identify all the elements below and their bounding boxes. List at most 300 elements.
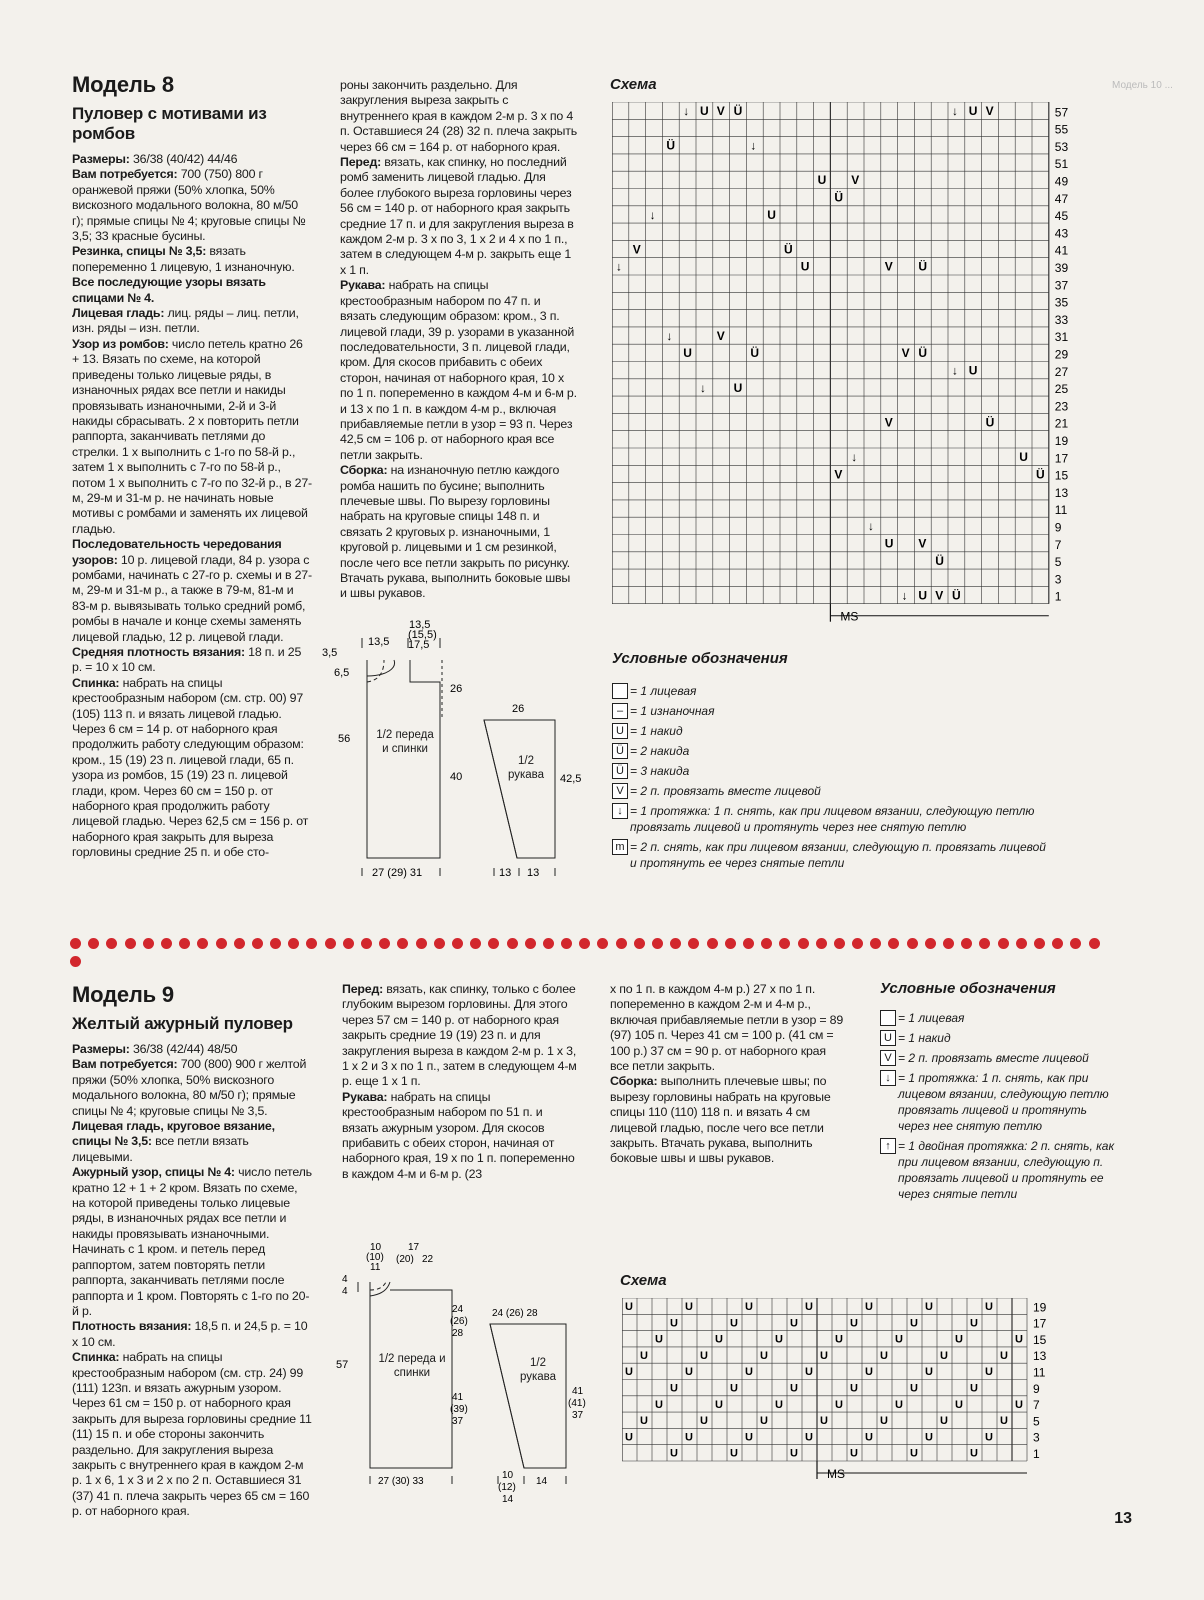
paragraph-heading: Резинка, спицы № 3,5: bbox=[72, 244, 207, 259]
separator-dot bbox=[979, 938, 990, 949]
stitch-symbol-icon: U bbox=[670, 1447, 678, 1460]
stitch-symbol-icon: U bbox=[970, 1382, 978, 1395]
m8-d4: 17,5 bbox=[408, 639, 430, 651]
stitch-symbol-icon: U bbox=[715, 1398, 723, 1411]
paragraph-heading: Размеры: bbox=[72, 1042, 130, 1056]
stitch-symbol-icon: ↓ bbox=[851, 450, 858, 464]
legend-item bbox=[880, 1070, 1118, 1134]
stitch-symbol-icon: V bbox=[851, 173, 860, 188]
separator-dot bbox=[707, 938, 718, 949]
separator-dot bbox=[688, 938, 699, 949]
stitch-symbol-icon: U bbox=[910, 1447, 918, 1460]
m9-n15: 37 bbox=[452, 1416, 464, 1427]
separator-dot bbox=[525, 938, 536, 949]
row-number: 25 bbox=[1054, 382, 1069, 397]
separator-dot bbox=[216, 938, 227, 949]
row-number: 9 bbox=[1033, 1381, 1040, 1396]
separator-dot bbox=[306, 938, 317, 949]
m9-n5: (20) bbox=[396, 1254, 414, 1265]
paragraph-text: набрать на спицы крестообразным набором по 47 п. и вязать следующим образом: кром., 3 п. лицевой глади, 39 р. узорами в указанной последовательности, 3 п. лицевой глади, кром. Для скосов прибавить с обеих сторон, начиная от наборного края, 10 х по 1 п. попеременно в каждом 4-м и 6-м р. и 13 х по 1 п. в каждом 4-м р., включая прибавляемые петли в узор = 93 п. Через 42,5 см = 106 р. от наборного края все петли закрыть. bbox=[340, 278, 577, 462]
m9-n19: 37 bbox=[572, 1410, 584, 1421]
paragraph-text: набрать на спицы крестообразным набором по 51 п. и вязать ажурным узором. Для скосов прибавить с обеих сторон, начиная от наборного края, 19 х по 1 п. попеременно в каждом 4-м и 6-м р. (23 bbox=[342, 1089, 575, 1181]
paragraph-heading: Последовательность чередования узоров: bbox=[72, 537, 282, 567]
row-number: 17 bbox=[1054, 451, 1069, 466]
stitch-symbol-icon: V bbox=[918, 536, 927, 551]
legend-item bbox=[612, 683, 1052, 699]
m9-n21: 10 bbox=[502, 1470, 514, 1481]
m9-n6: 22 bbox=[422, 1254, 434, 1265]
stitch-symbol-icon: U bbox=[835, 1333, 843, 1346]
stitch-symbol-icon: U bbox=[760, 1349, 768, 1362]
stitch-symbol-icon: ↓ bbox=[952, 104, 958, 118]
paragraph-heading: Перед: bbox=[342, 982, 384, 996]
paragraph bbox=[72, 676, 312, 861]
stitch-symbol-icon: U bbox=[733, 380, 743, 395]
stitch-symbol-icon: U bbox=[820, 1415, 828, 1428]
paragraph-text: вязать, как спинку, только с более глубоким вырезом горловины. Для этого через 57 см = 140 р. от наборного края закрыть средние 19 (19) 23 п. и для закругления выреза в каждом 2-м р. 1 х 3, 1 х 2 и 3 х по 1 п., затем в следующем 4-м р. еще 1 х 1 п. bbox=[342, 982, 577, 1089]
separator-dot bbox=[88, 938, 99, 949]
separator-dot bbox=[761, 938, 772, 949]
separator-dot bbox=[143, 938, 154, 949]
stitch-symbol-icon: U bbox=[1019, 450, 1028, 464]
m9-n8: 4 bbox=[342, 1286, 348, 1297]
m8-d5: 3,5 bbox=[322, 647, 338, 659]
stitch-symbol-icon: Ü bbox=[952, 588, 961, 603]
legend-symbol-icon: ↓ bbox=[612, 803, 628, 819]
separator-dot bbox=[725, 938, 736, 949]
stitch-symbol-icon: U bbox=[683, 346, 692, 361]
paragraph bbox=[72, 244, 312, 275]
row-number: 15 bbox=[1033, 1332, 1047, 1347]
separator-dot bbox=[816, 938, 827, 949]
m9-n23: 14 bbox=[502, 1494, 514, 1505]
stitch-symbol-icon: V bbox=[935, 588, 944, 603]
stitch-symbol-icon: U bbox=[968, 104, 978, 118]
separator-dot bbox=[452, 938, 463, 949]
paragraph-heading: Узор из ромбов: bbox=[72, 336, 169, 351]
ms-label: MS bbox=[827, 1467, 845, 1481]
paragraph bbox=[72, 1057, 312, 1119]
paragraph bbox=[342, 1090, 582, 1182]
separator-dot bbox=[288, 938, 299, 949]
legend-item bbox=[880, 1138, 1118, 1202]
stitch-symbol-icon: U bbox=[850, 1447, 858, 1460]
model8-legend bbox=[612, 683, 1052, 875]
separator-dot bbox=[888, 938, 899, 949]
legend-item bbox=[612, 723, 1052, 739]
stitch-symbol-icon: U bbox=[745, 1301, 753, 1313]
model8-col2 bbox=[340, 78, 578, 602]
m8-d14: 13 bbox=[527, 867, 540, 879]
stitch-symbol-icon: U bbox=[730, 1447, 738, 1460]
m8-d10: 26 bbox=[512, 703, 525, 715]
stitch-symbol-icon: U bbox=[790, 1317, 798, 1330]
separator-dot bbox=[652, 938, 663, 949]
legend-symbol-icon: Ü bbox=[612, 743, 628, 759]
legend-symbol-icon: U bbox=[612, 723, 628, 739]
model8-subtitle: Пуловер с мотивами из ромбов bbox=[72, 104, 267, 143]
stitch-symbol-icon: U bbox=[970, 1447, 978, 1460]
paragraph bbox=[72, 1119, 312, 1165]
stitch-symbol-icon: V bbox=[985, 104, 994, 118]
stitch-symbol-icon: ↓ bbox=[700, 380, 706, 395]
stitch-symbol-icon: Ü bbox=[918, 259, 928, 274]
separator-dot bbox=[470, 938, 481, 949]
stitch-symbol-icon: ↓ bbox=[750, 138, 757, 153]
row-number: 57 bbox=[1054, 105, 1069, 120]
model9-col2 bbox=[342, 982, 582, 1182]
stitch-symbol-icon: U bbox=[775, 1398, 783, 1411]
stitch-symbol-icon: U bbox=[625, 1301, 633, 1313]
separator-dot bbox=[179, 938, 190, 949]
row-number: 13 bbox=[1054, 485, 1069, 500]
separator-dot bbox=[507, 938, 518, 949]
m9-n18: (41) bbox=[568, 1398, 586, 1409]
paragraph bbox=[72, 537, 312, 645]
m8-d3: (15,5) bbox=[408, 629, 437, 641]
m9-n24: 14 bbox=[536, 1476, 548, 1487]
paragraph bbox=[72, 1319, 312, 1350]
separator-dot bbox=[852, 938, 863, 949]
separator-dot bbox=[125, 938, 136, 949]
separator-dot bbox=[434, 938, 445, 949]
row-number: 1 bbox=[1054, 589, 1062, 604]
separator-dot bbox=[270, 938, 281, 949]
separator-dot bbox=[106, 938, 117, 949]
paragraph-text: 36/38 (42/44) 48/50 bbox=[129, 1042, 238, 1056]
stitch-symbol-icon: U bbox=[865, 1301, 873, 1313]
paragraph bbox=[340, 155, 578, 278]
separator-dot bbox=[579, 938, 590, 949]
legend-text: = 1 протяжка: 1 п. снять, как при лицевом вязании, следующую петлю провязать лицевой и протянуть через нее снятую петлю bbox=[898, 1071, 1109, 1133]
stitch-symbol-icon: U bbox=[968, 363, 978, 378]
paragraph-heading: Вам потребуется: bbox=[72, 167, 178, 182]
stitch-symbol-icon: U bbox=[865, 1366, 873, 1379]
m9-n7: 4 bbox=[342, 1274, 348, 1285]
model9-title: Модель 9 bbox=[72, 982, 174, 1007]
stitch-symbol-icon: U bbox=[850, 1317, 858, 1330]
paragraph bbox=[340, 78, 578, 155]
paragraph-text: все петли вязать лицевыми. bbox=[72, 1134, 249, 1164]
stitch-symbol-icon: U bbox=[655, 1398, 663, 1411]
stitch-symbol-icon: Ü bbox=[834, 190, 844, 205]
model9-col3 bbox=[610, 982, 848, 1167]
separator-dot bbox=[161, 938, 172, 949]
separator-dot bbox=[925, 938, 936, 949]
row-number: 21 bbox=[1054, 416, 1069, 431]
model9-schema-title: Схема bbox=[620, 1272, 667, 1289]
paragraph bbox=[340, 463, 578, 602]
row-number: 29 bbox=[1054, 347, 1069, 362]
stitch-symbol-icon: U bbox=[925, 1431, 933, 1444]
legend-text: = 2 п. провязать вместе лицевой bbox=[630, 784, 821, 798]
legend-symbol-icon: V bbox=[880, 1050, 896, 1066]
stitch-symbol-icon: ↓ bbox=[616, 259, 622, 274]
separator-dot bbox=[1034, 938, 1045, 949]
stitch-symbol-icon: ↓ bbox=[868, 519, 874, 534]
row-number: 13 bbox=[1033, 1349, 1047, 1364]
stitch-symbol-icon: U bbox=[700, 1415, 708, 1428]
separator-dot bbox=[870, 938, 881, 949]
row-number: 31 bbox=[1054, 330, 1069, 345]
separator-dot bbox=[70, 956, 81, 967]
stitch-symbol-icon: Ü bbox=[784, 242, 793, 257]
legend-symbol-icon: ↑ bbox=[880, 1138, 896, 1154]
model9-garment-pattern bbox=[322, 1240, 602, 1515]
separator-dot bbox=[70, 938, 81, 949]
row-number: 35 bbox=[1054, 295, 1069, 310]
paragraph-text: вязать попеременно 1 лицевую, 1 изнаночную. bbox=[72, 244, 295, 274]
legend-item bbox=[612, 803, 1052, 835]
row-number: 7 bbox=[1054, 537, 1062, 552]
row-number: 47 bbox=[1054, 191, 1069, 206]
stitch-symbol-icon: U bbox=[790, 1447, 798, 1460]
separator-dot bbox=[907, 938, 918, 949]
paragraph-heading: Средняя плотность вязания: bbox=[72, 645, 245, 659]
legend-text: = 1 протяжка: 1 п. снять, как при лицевом вязании, следующую петлю провязать лицевой и протянуть через нее снятую петлю bbox=[630, 804, 1035, 834]
separator-dot bbox=[597, 938, 608, 949]
paragraph-heading: Спинка: bbox=[72, 1350, 120, 1365]
stitch-symbol-icon: U bbox=[745, 1366, 753, 1379]
row-number: 5 bbox=[1033, 1414, 1040, 1429]
stitch-symbol-icon: U bbox=[685, 1431, 693, 1444]
paragraph-heading: Размеры: bbox=[72, 152, 130, 166]
row-number: 17 bbox=[1033, 1316, 1047, 1331]
model9-subtitle: Желтый ажурный пуловер bbox=[72, 1014, 293, 1033]
row-number: 55 bbox=[1054, 122, 1069, 137]
section-separator bbox=[70, 936, 1120, 950]
row-number: 3 bbox=[1054, 572, 1062, 587]
m9-n20: 27 (30) 33 bbox=[378, 1476, 424, 1487]
stitch-symbol-icon: U bbox=[985, 1366, 993, 1379]
row-number: 23 bbox=[1054, 399, 1069, 414]
row-number: 7 bbox=[1033, 1398, 1040, 1413]
ms-label: MS bbox=[840, 609, 859, 624]
stitch-symbol-icon: V bbox=[716, 328, 725, 343]
legend-item bbox=[880, 1030, 1118, 1046]
paragraph-text: роны закончить раздельно. Для закругления выреза закрыть с внутреннего края в каждом 2-м р. 3 х по 4 п. Оставшиеся 24 (28) 32 п. плеча закрыть через 66 см = 164 р. от наборного края. bbox=[340, 78, 577, 154]
legend-text: = 1 изнаночная bbox=[630, 704, 715, 718]
separator-dot bbox=[397, 938, 408, 949]
stitch-symbol-icon: U bbox=[767, 207, 776, 222]
stitch-symbol-icon: Ü bbox=[918, 346, 928, 361]
paragraph-heading: Рукава: bbox=[340, 278, 386, 293]
model9-knitting-chart bbox=[622, 1298, 1082, 1504]
m9-n10: (26) bbox=[450, 1316, 468, 1327]
stitch-symbol-icon: U bbox=[730, 1317, 738, 1330]
stitch-symbol-icon: U bbox=[625, 1431, 633, 1444]
m8-body-label: 1/2 переда и спинки bbox=[376, 729, 434, 755]
paragraph-heading: Сборка: bbox=[610, 1074, 658, 1089]
separator-dot bbox=[798, 938, 809, 949]
paragraph bbox=[72, 167, 312, 244]
stitch-symbol-icon: Ü bbox=[750, 346, 760, 361]
separator-dot bbox=[998, 938, 1009, 949]
stitch-symbol-icon: U bbox=[1000, 1349, 1008, 1362]
stitch-symbol-icon: U bbox=[925, 1301, 933, 1313]
separator-dot bbox=[1089, 938, 1100, 949]
stitch-symbol-icon: ↓ bbox=[649, 207, 656, 222]
stitch-symbol-icon: U bbox=[880, 1349, 888, 1362]
stitch-symbol-icon: U bbox=[850, 1382, 858, 1395]
paragraph bbox=[72, 306, 312, 337]
paragraph-heading: Вам потребуется: bbox=[72, 1057, 178, 1072]
m9-sleeve-label: 1/2 рукава bbox=[519, 1357, 557, 1383]
row-number: 1 bbox=[1033, 1447, 1040, 1461]
stitch-symbol-icon: Ü bbox=[985, 415, 995, 430]
stitch-symbol-icon: U bbox=[805, 1301, 813, 1313]
legend-item bbox=[612, 783, 1052, 799]
model9-legend bbox=[880, 1010, 1118, 1206]
separator-dot bbox=[252, 938, 263, 949]
separator-dot bbox=[943, 938, 954, 949]
separator-dot bbox=[361, 938, 372, 949]
paragraph bbox=[72, 1350, 312, 1519]
stitch-symbol-icon: U bbox=[955, 1398, 963, 1411]
page-number: 13 bbox=[1114, 1510, 1132, 1527]
stitch-symbol-icon: U bbox=[685, 1301, 693, 1313]
m9-n4: 17 bbox=[408, 1242, 420, 1253]
paragraph-text: 700 (750) 800 г оранжевой пряжи (50% хлопка, 50% вискозного модального волокна, 80 м/50 г); прямые спицы № 4; круговые спицы № 3,5; 33 красные бусины. bbox=[72, 167, 306, 244]
paragraph-heading: Сборка: bbox=[340, 463, 388, 478]
stitch-symbol-icon: U bbox=[640, 1415, 648, 1428]
stitch-symbol-icon: U bbox=[775, 1333, 783, 1346]
paragraph-text: лиц. ряды – лиц. петли, изн. ряды – изн. петли. bbox=[72, 306, 299, 336]
legend-text: = 2 п. провязать вместе лицевой bbox=[898, 1051, 1089, 1065]
stitch-symbol-icon: U bbox=[865, 1431, 873, 1444]
row-number: 19 bbox=[1054, 434, 1069, 448]
legend-text: = 1 двойная протяжка: 2 п. снять, как при лицевом вязании, следующую п. провязать лицевой и протянуть ее через снятые петли bbox=[898, 1139, 1115, 1201]
stitch-symbol-icon: V bbox=[901, 346, 910, 361]
row-number: 49 bbox=[1054, 174, 1069, 189]
stitch-symbol-icon: ↓ bbox=[666, 328, 673, 343]
paragraph bbox=[72, 275, 312, 306]
separator-dot bbox=[616, 938, 627, 949]
paragraph-text: 10 р. лицевой глади, 84 р. узора с ромбами, начинать с 27-го р. схемы и в 27-м, 29-м и 31-м р., а также в 79-м, 81-м и 83-м р. вывязывать только средний ромб, ромбы в начале и конце схемы заменять лицевой гладью, 12 р. лицевой глади. bbox=[72, 552, 312, 644]
m9-n12: 57 bbox=[336, 1359, 349, 1371]
stitch-symbol-icon: V bbox=[884, 415, 893, 430]
model8-title: Модель 8 bbox=[72, 72, 174, 97]
stitch-symbol-icon: U bbox=[895, 1333, 903, 1346]
stitch-symbol-icon: U bbox=[670, 1382, 678, 1395]
paragraph-text: 700 (800) 900 г желтой пряжи (50% хлопка, 50% вискозного модального волокна, 80 м/50 г); прямые спицы № 4; круговые спицы № 3,5. bbox=[72, 1057, 307, 1118]
row-number: 5 bbox=[1054, 555, 1062, 570]
stitch-symbol-icon: ↓ bbox=[952, 363, 958, 378]
paragraph-text: 18,5 п. и 24,5 р. = 10 х 10 см. bbox=[72, 1319, 308, 1349]
paragraph bbox=[610, 982, 848, 1074]
stitch-symbol-icon: U bbox=[895, 1398, 903, 1411]
paragraph-heading: Спинка: bbox=[72, 675, 120, 690]
m9-n3: 11 bbox=[370, 1262, 381, 1273]
separator-dot bbox=[743, 938, 754, 949]
legend-item bbox=[612, 703, 1052, 719]
row-number: 3 bbox=[1033, 1430, 1040, 1445]
paragraph-text: на изнаночную петлю каждого ромба нашить по бусине; выполнить плечевые швы. По вырезу горловины набрать на круговые спицы 148 п. и связать 2 круговых р. изнаночными, 1 круговой р. лицевыми и 1 см резинкой, после чего все петли закрыть по рисунку. Втачать рукава, выполнить боковые швы и швы рукавов. bbox=[340, 463, 571, 601]
stitch-symbol-icon: U bbox=[805, 1431, 813, 1444]
legend-text: = 1 накид bbox=[898, 1031, 951, 1045]
legend-symbol-icon bbox=[612, 683, 628, 699]
m8-d7: 26 bbox=[450, 683, 463, 695]
separator-dot bbox=[416, 938, 427, 949]
paragraph bbox=[72, 1165, 312, 1319]
paragraph-heading: Перед: bbox=[340, 155, 382, 170]
paragraph-heading: Лицевая гладь: bbox=[72, 306, 165, 321]
stitch-symbol-icon: U bbox=[884, 536, 894, 551]
paragraph-heading: Плотность вязания: bbox=[72, 1319, 192, 1334]
row-number: 43 bbox=[1054, 226, 1069, 241]
stitch-symbol-icon: U bbox=[835, 1398, 843, 1411]
stitch-symbol-icon: U bbox=[625, 1366, 633, 1379]
legend-item bbox=[612, 743, 1052, 759]
stitch-symbol-icon: U bbox=[700, 1349, 708, 1362]
model8-knitting-chart bbox=[612, 102, 1092, 632]
m9-body-label: 1/2 переда и спинки bbox=[378, 1353, 446, 1379]
row-number: 19 bbox=[1033, 1300, 1047, 1315]
legend-item bbox=[612, 839, 1052, 871]
row-number: 45 bbox=[1054, 209, 1069, 224]
row-number: 15 bbox=[1054, 468, 1069, 483]
stitch-symbol-icon: U bbox=[970, 1317, 978, 1330]
row-number: 51 bbox=[1054, 157, 1069, 172]
separator-dot bbox=[197, 938, 208, 949]
legend-text: = 1 лицевая bbox=[898, 1011, 965, 1025]
m8-d1: 13,5 bbox=[368, 636, 390, 648]
stitch-symbol-icon: U bbox=[745, 1431, 753, 1444]
m8-d2: 13,5 bbox=[409, 620, 431, 631]
paragraph-text: набрать на спицы крестообразным набором (см. стр. 24) 99 (111) 123п. и вязать ажурным узором. Через 61 см = 150 р. от наборного края закрыть для выреза горловины средние 11 (11) 15 п. и обе стороны закончить раздельно. Для закругления выреза закрыть с внутреннего края в каждом 2-м р. 1 х 6, 1 х 3 и 2 х по 2 п. Оставшиеся 31 (37) 41 п. плеча закрыть через 65 см = 160 р. от наборного края. bbox=[72, 1350, 312, 1519]
legend-symbol-icon: Ü bbox=[612, 763, 628, 779]
model8-legend-title: Условные обозначения bbox=[612, 650, 788, 667]
stitch-symbol-icon: U bbox=[918, 588, 928, 603]
paragraph-heading: Все последующие узоры вязать спицами № 4. bbox=[72, 275, 266, 305]
separator-dot bbox=[779, 938, 790, 949]
stitch-symbol-icon: U bbox=[670, 1317, 678, 1330]
m9-n16: 24 (26) 28 bbox=[492, 1308, 538, 1319]
stitch-symbol-icon: U bbox=[685, 1366, 693, 1379]
legend-symbol-icon: – bbox=[612, 703, 628, 719]
paragraph-text: вязать, как спинку, но последний ромб заменить лицевой гладью. Для более глубокого выреза горловины через 56 см = 140 р. от наборного края закрыть средние 17 п. и для закругления выреза в каждом 2-м р. 3 х по 3, 1 х 2 и 4 х по 1 п., затем в следующем 4-м р. закрыть еще 1 х 1 п. bbox=[340, 155, 574, 277]
m8-d6: 6,5 bbox=[334, 667, 350, 679]
stitch-symbol-icon: Ü bbox=[935, 553, 944, 568]
separator-dot bbox=[488, 938, 499, 949]
m9-n17: 41 bbox=[572, 1386, 584, 1397]
stitch-symbol-icon: V bbox=[716, 104, 725, 118]
paragraph bbox=[72, 152, 312, 167]
legend-symbol-icon: U bbox=[880, 1030, 896, 1046]
stitch-symbol-icon: U bbox=[925, 1366, 933, 1379]
stitch-symbol-icon: U bbox=[910, 1382, 918, 1395]
row-number: 37 bbox=[1054, 278, 1069, 293]
model8-garment-pattern bbox=[322, 620, 584, 890]
stitch-symbol-icon: ↓ bbox=[901, 588, 908, 603]
separator-dot bbox=[379, 938, 390, 949]
paragraph bbox=[610, 1074, 848, 1166]
legend-text: = 2 накида bbox=[630, 744, 690, 758]
row-number: 27 bbox=[1054, 364, 1069, 379]
legend-symbol-icon: V bbox=[612, 783, 628, 799]
stitch-symbol-icon: U bbox=[985, 1431, 993, 1444]
row-number: 53 bbox=[1054, 139, 1069, 154]
paragraph-text: выполнить плечевые швы; по вырезу горловины набрать на круговые спицы 110 (110) 118 п. и вязать 4 см лицевой гладью, после чего все петли закрыть. Втачать рукава, выполнить боковые швы и швы рукавов. bbox=[610, 1074, 831, 1166]
separator-dot bbox=[634, 938, 645, 949]
paragraph-text: 36/38 (40/42) 44/46 bbox=[129, 152, 238, 166]
model8-col1 bbox=[72, 72, 312, 861]
stitch-symbol-icon: U bbox=[655, 1333, 663, 1346]
model9-col1 bbox=[72, 982, 312, 1520]
model8-schema-title: Схема bbox=[610, 76, 657, 93]
separator-dot bbox=[834, 938, 845, 949]
row-number: 41 bbox=[1054, 243, 1069, 258]
